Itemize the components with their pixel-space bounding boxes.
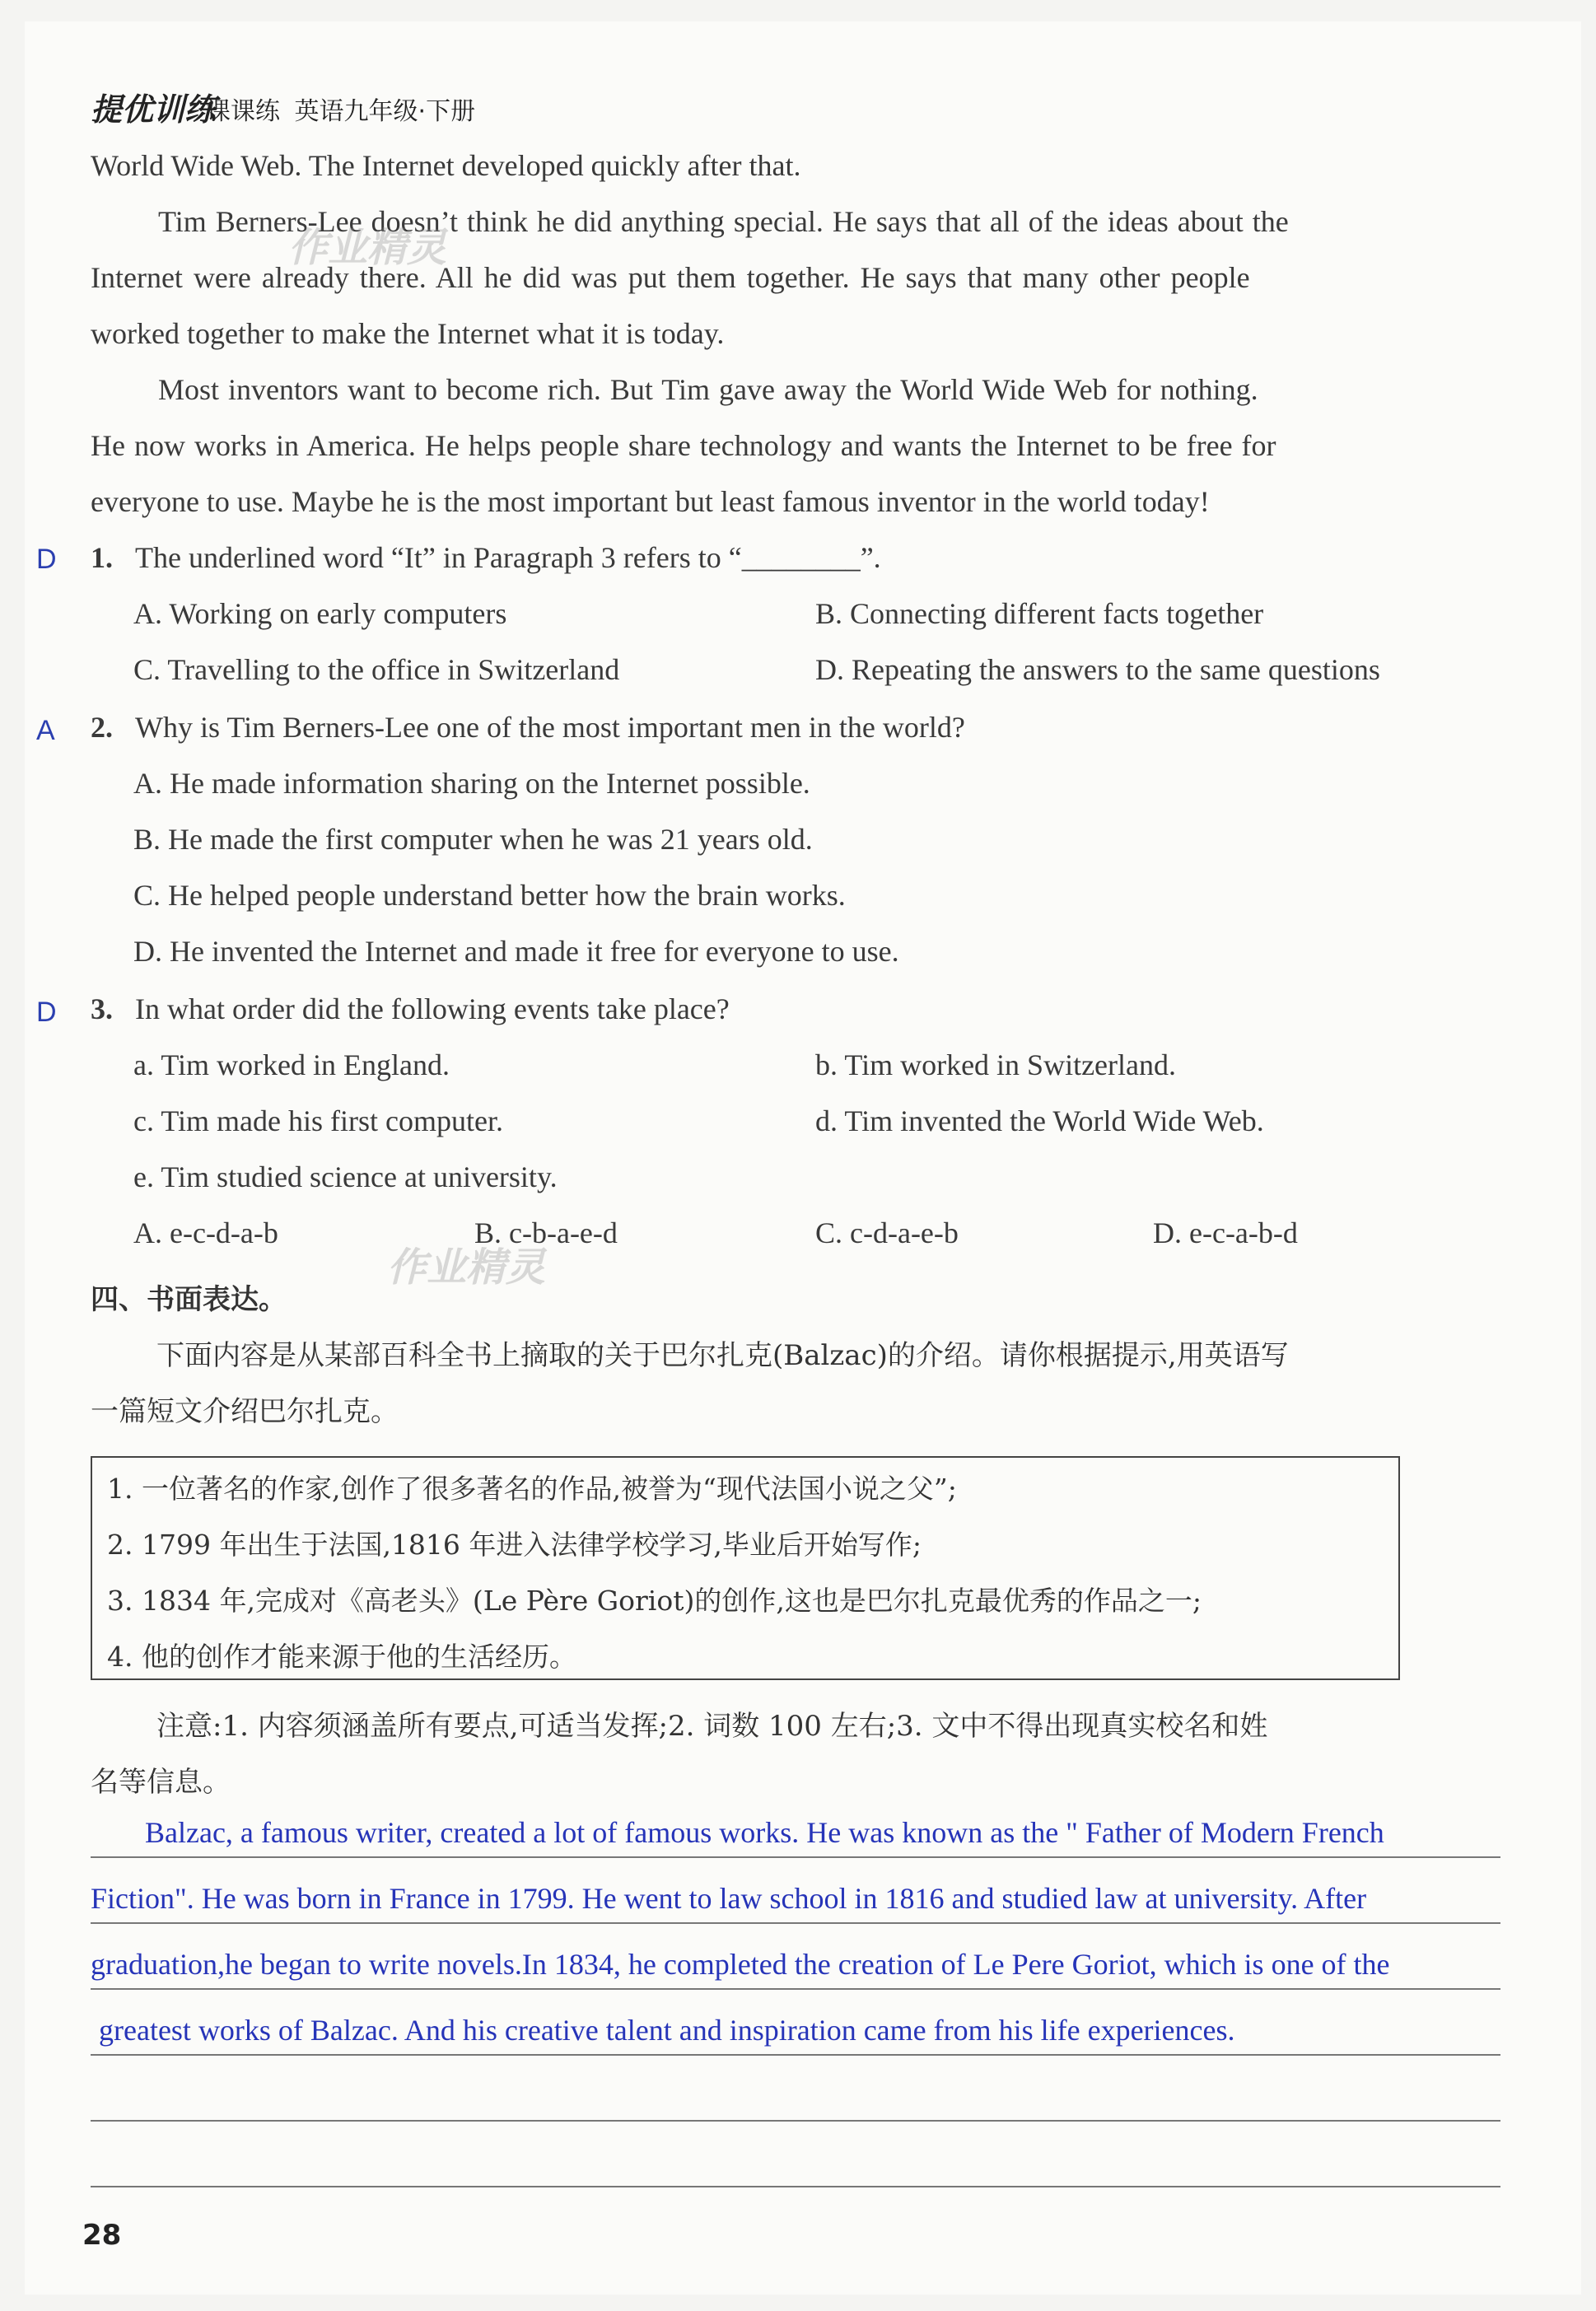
option-q2-a: A. He made information sharing on the Internet possible. [133,767,810,800]
writing-rule [91,2120,1500,2122]
passage-line: Tim Berners-Lee doesn’t think he did anything special. He says that all of the ideas about the [158,205,1289,238]
handwritten-line: graduation,he began to write novels.In 1834, he completed the creation of Le Pere Goriot, which is one of the [91,1948,1390,1981]
answer-mark-q2: A [36,715,55,746]
writing-rule [91,1856,1500,1858]
answer-mark-q3: D [36,997,57,1028]
option-q2-c: C. He helped people understand better how the brain works. [133,879,846,912]
option-q1-c: C. Travelling to the office in Switzerland [133,653,620,686]
passage-line: Internet were already there. All he did was put them together. He says that many other people [91,261,1250,294]
point-1: 1. 一位著名的作家,创作了很多著名的作品,被誉为“现代法国小说之父”; [107,1473,957,1505]
point-4: 4. 他的创作才能来源于他的生活经历。 [107,1641,576,1673]
writing-rule [91,1988,1500,1990]
passage-line: World Wide Web. The Internet developed quickly after that. [91,149,801,182]
passage-line: worked together to make the Internet what it is today. [91,317,725,350]
writing-rule [91,2186,1500,2187]
question-number-q1: 1. [91,541,113,574]
option-q1-a: A. Working on early computers [133,597,507,630]
handwritten-line: greatest works of Balzac. And his creative talent and inspiration came from his life experiences. [99,2014,1235,2047]
option-q3-a: A. e-c-d-a-b [133,1216,278,1249]
option-q2-b: B. He made the first computer when he was 21 years old. [133,823,813,856]
watermark: 作业精灵 [288,225,447,271]
question-stem-q3: In what order did the following events take place? [135,992,730,1025]
event-e: e. Tim studied science at university. [133,1160,558,1193]
note: 注意:1. 内容须涵盖所有要点,可适当发挥;2. 词数 100 左右;3. 文中不得出现真实校名和姓 [156,1710,1268,1743]
section4-title: 四、书面表达。 [91,1283,287,1316]
option-q3-b: B. c-b-a-e-d [474,1216,618,1249]
handwritten-line: Fiction". He was born in France in 1799. He went to law school in 1816 and studied law at university. After [91,1882,1367,1915]
event-d: d. Tim invented the World Wide Web. [815,1104,1264,1137]
passage-line: He now works in America. He helps people share technology and wants the Internet to be free for [91,429,1276,462]
watermark: 作业精灵 [387,1244,546,1291]
header-subtitle: 课课练 英语九年级·下册 [206,97,476,126]
section4-intro: 下面内容是从某部百科全书上摘取的关于巴尔扎克(Balzac)的介绍。请你根据提示,用英语写 [156,1339,1289,1372]
passage-line: Most inventors want to become rich. But Tim gave away the World Wide Web for nothing. [158,373,1258,406]
question-stem-q2: Why is Tim Berners-Lee one of the most important men in the world? [135,711,965,744]
point-2: 2. 1799 年出生于法国,1816 年进入法律学校学习,毕业后开始写作; [107,1529,922,1561]
option-q2-d: D. He invented the Internet and made it free for everyone to use. [133,935,899,968]
option-q3-c: C. c-d-a-e-b [815,1216,959,1249]
event-a: a. Tim worked in England. [133,1048,450,1081]
option-q1-d: D. Repeating the answers to the same questions [815,653,1380,686]
section4-intro: 一篇短文介绍巴尔扎克。 [91,1395,399,1428]
event-c: c. Tim made his first computer. [133,1104,503,1137]
answer-mark-q1: D [36,544,57,575]
point-3: 3. 1834 年,完成对《高老头》(Le Père Goriot)的创作,这也是巴尔扎克最优秀的作品之一; [107,1585,1202,1617]
event-b: b. Tim worked in Switzerland. [815,1048,1176,1081]
note: 名等信息。 [91,1766,231,1799]
option-q1-b: B. Connecting different facts together [815,597,1264,630]
handwritten-line: Balzac, a famous writer, created a lot of famous works. He was known as the " Father of Modern French [145,1816,1384,1849]
passage-line: everyone to use. Maybe he is the most important but least famous inventor in the world today! [91,485,1210,518]
question-number-q3: 3. [91,992,113,1025]
question-stem-q1: The underlined word “It” in Paragraph 3 refers to “________”. [135,541,881,574]
question-number-q2: 2. [91,711,113,744]
option-q3-d: D. e-c-a-b-d [1153,1216,1298,1249]
header-brand: 提优训练 [91,91,217,128]
writing-rule [91,2054,1500,2056]
writing-rule [91,1922,1500,1924]
page-number: 28 [82,2219,122,2252]
